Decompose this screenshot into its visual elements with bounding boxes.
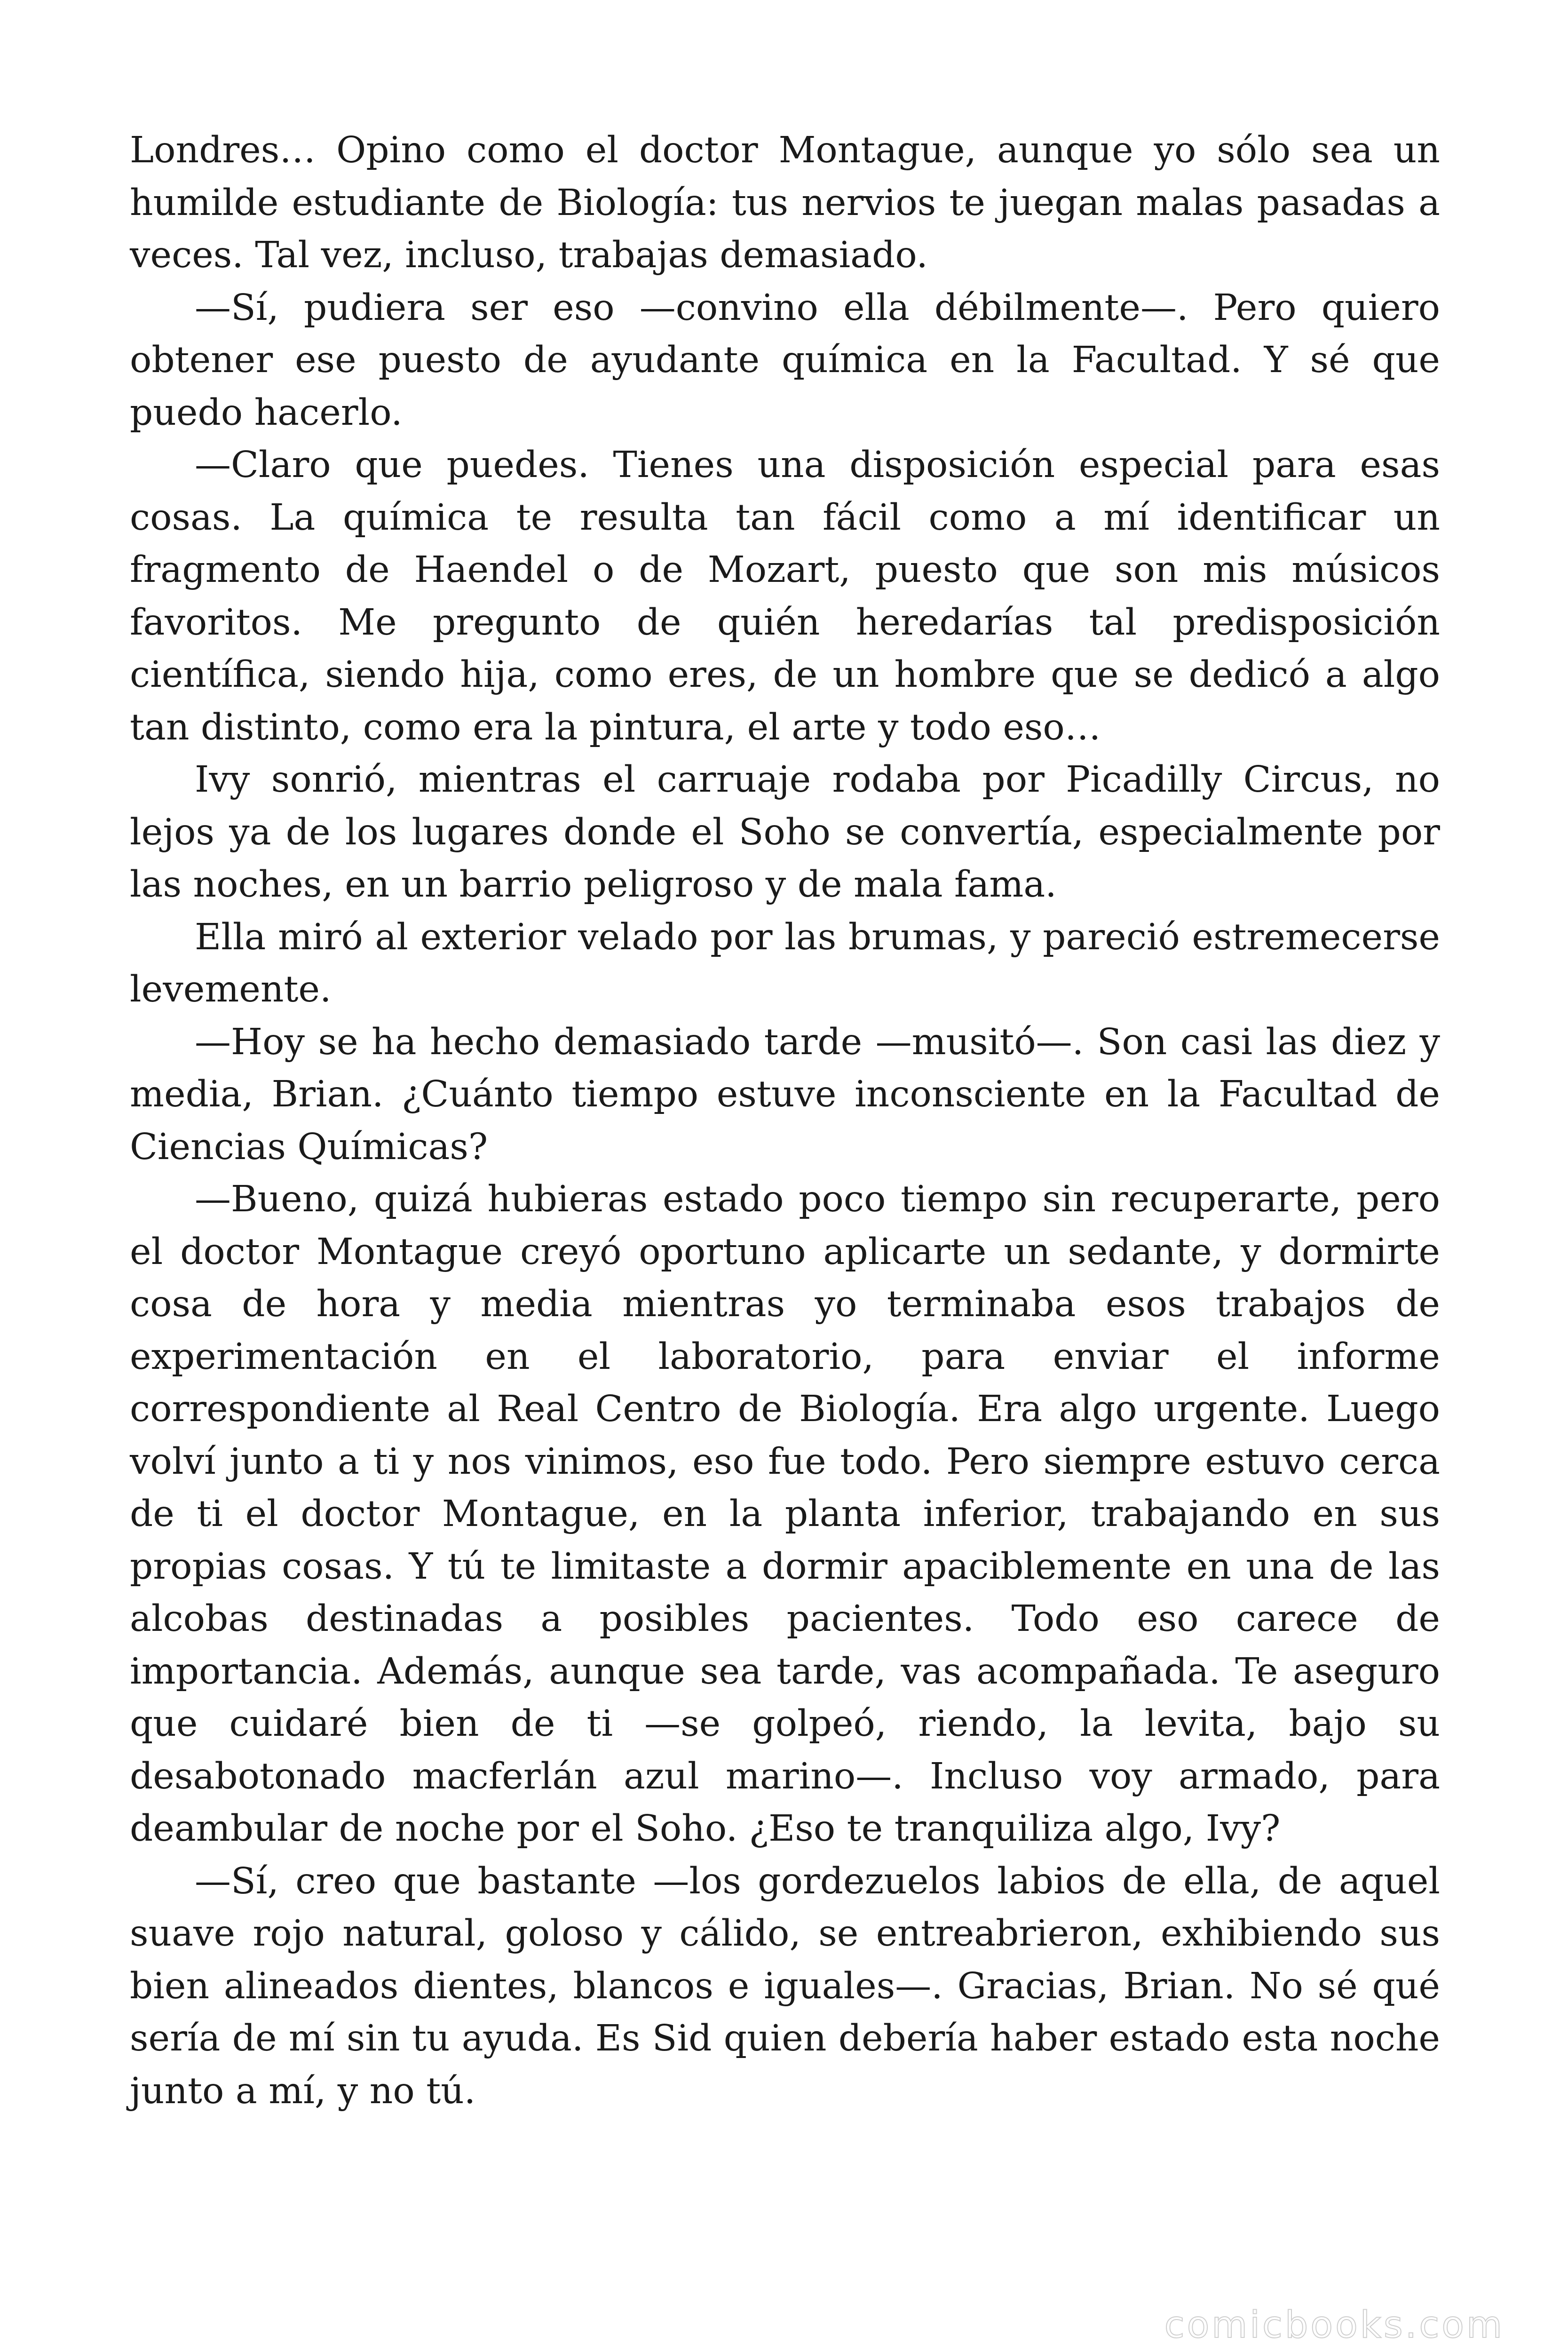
paragraph: —Sí, creo que bastante —los gordezuelos labios de ella, de aquel suave rojo natural, goloso y cálido, se entreabrieron, exhibiendo sus bien alineados dientes, blancos e iguales—. Gracias, Brian. No sé qué sería de mí sin tu ayuda. Es Sid quien debería haber estado esta noche junto a mí, y no tú.: [130, 1860, 1440, 2112]
paragraph: Londres… Opino como el doctor Montague, aunque yo sólo sea un humilde estudiante de Biología: tus nervios te juegan malas pasadas a veces. Tal vez, incluso, trabajas demasiado.: [130, 129, 1440, 276]
watermark: comicbooks.com: [1164, 2304, 1505, 2346]
paragraph: —Bueno, quizá hubieras estado poco tiempo sin recuperarte, pero el doctor Montague creyó oportuno aplicarte un sedante, y dormirte cosa de hora y media mientras yo terminaba esos trabajos de experimentación en el laboratorio, para enviar el informe correspondiente al Real Centro de Biología. Era algo urgente. Luego volví junto a ti y nos vinimos, eso fue todo. Pero siempre estuvo cerca de ti el doctor Montague, en la planta inferior, trabajando en sus propias cosas. Y tú te limitaste a dormir apaciblemente en una de las alcobas destinadas a posibles pacientes. Todo eso carece de importancia. Además, aunque sea tarde, vas acompañada. Te aseguro que cuidaré bien de ti —se golpeó, riendo, la levita, bajo su desabotonado macferlán azul marino—. Incluso voy armado, para deambular de noche por el Soho. ¿Eso te tranquiliza algo, Ivy?: [130, 1178, 1440, 1850]
paragraph: —Hoy se ha hecho demasiado tarde —musitó—. Son casi las diez y media, Brian. ¿Cuánto tiempo estuve inconsciente en la Facultad de Ciencias Químicas?: [130, 1021, 1440, 1168]
paragraph: —Claro que puedes. Tienes una disposición especial para esas cosas. La química te resulta tan fácil como a mí identificar un fragmento de Haendel o de Mozart, puesto que son mis músicos favoritos. Me pregunto de quién heredarías tal predisposición científica, siendo hija, como eres, de un hombre que se dedicó a algo tan distinto, como era la pintura, el arte y todo eso…: [130, 444, 1440, 748]
paragraph: Ella miró al exterior velado por las brumas, y pareció estremecerse levemente.: [130, 916, 1440, 1010]
book-page-text: [130, 124, 1440, 2117]
paragraph: Ivy sonrió, mientras el carruaje rodaba por Picadilly Circus, no lejos ya de los lugares donde el Soho se convertía, especialmente por las noches, en un barrio peligroso y de mala fama.: [130, 759, 1440, 906]
paragraph: —Sí, pudiera ser eso —convino ella débilmente—. Pero quiero obtener ese puesto de ayudante química en la Facultad. Y sé que puedo hacerlo.: [130, 286, 1440, 434]
